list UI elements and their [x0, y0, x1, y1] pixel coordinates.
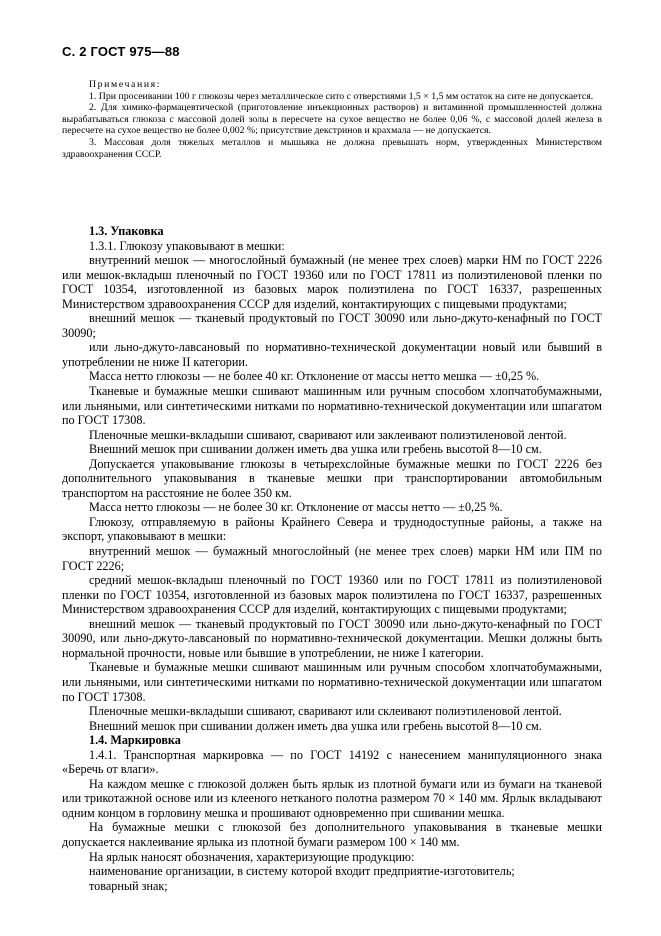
paragraph: внутренний мешок — бумажный многослойный (не менее трех слоев) марки НМ или ПМ по ГОСТ 2226;	[62, 544, 602, 573]
notes-title: Примечания:	[89, 79, 162, 90]
paragraph: 1.3.1. Глюкозу упаковывают в мешки:	[89, 238, 285, 253]
paragraph: наименование организации, в систему которой входит предприятие-изготовитель;	[89, 864, 515, 879]
paragraph: Допускается упаковывание глюкозы в четырехслойные бумажные мешки по ГОСТ 2226 без дополнительного упаковывания в тканевые мешки при транспортировании автомобильным транспортом на расстояние не более 350 км.	[62, 456, 602, 500]
paragraph: Масса нетто глюкозы — не более 40 кг. Отклонение от массы нетто мешка — ±0,25 %.	[89, 369, 540, 384]
paragraph: Масса нетто глюкозы — не более 30 кг. Отклонение от массы нетто — ±0,25 %.	[89, 500, 503, 515]
paragraph: Пленочные мешки-вкладыши сшивают, сваривают или склеивают полиэтиленовой лентой.	[89, 704, 562, 719]
section-heading-packing: 1.3. Упаковка	[89, 224, 164, 238]
note-item: 2. Для химико-фармацевтической (приготовление инъекционных растворов) и витаминной промышленностей должна вырабатываться глюкоза с массовой долей золы в пересчете на сухое вещество не более 0,06 %, с массовой долей железа в пересчете на сухое вещество не более 0,002 %; присутствие декстринов и крахмала — не допускается.	[62, 102, 602, 137]
paragraph: На ярлык наносят обозначения, характеризующие продукцию:	[89, 849, 415, 864]
paragraph: средний мешок-вкладыш пленочный по ГОСТ 19360 или по ГОСТ 17811 из полиэтиленовой пленки по ГОСТ 10354, изготовленной из базовых марок полиэтилена по ГОСТ 16337, разрешенных Министерством здравоохранения СССР для изделий, контактирующих с пищевыми продуктами;	[62, 573, 602, 617]
main-text	[62, 224, 602, 893]
paragraph: 1.4.1. Транспортная маркировка — по ГОСТ 14192 с нанесением манипуляционного знака «Беречь от влаги».	[62, 747, 602, 777]
paragraph: Тканевые и бумажные мешки сшивают машинным или ручным способом хлопчатобумажными, или льняными, или синтетическими нитками по нормативно-технической документации или шпагатом по ГОСТ 17308.	[62, 660, 602, 704]
section-heading-marking: 1.4. Маркировка	[89, 733, 181, 748]
paragraph: Внешний мешок при сшивании должен иметь два ушка или гребень высотой 8—10 см.	[89, 442, 542, 457]
note-item: 1. При просеивании 100 г глюкозы через металлическое сито с отверстиями 1,5 × 1,5 мм остаток на сите не допускается.	[89, 90, 594, 102]
paragraph: Пленочные мешки-вкладыши сшивают, сваривают или заклеивают полиэтиленовой лентой.	[89, 427, 567, 442]
paragraph: На каждом мешке с глюкозой должен быть ярлык из плотной бумаги или из бумаги на тканевой или трикотажной основе или из клееного нетканого полотна размером 70 × 140 мм. Ярлык вкладывают одним концом в горловину мешка и прошивают одновременно при сшивании мешка.	[62, 776, 602, 820]
note-item: 3. Массовая доля тяжелых металлов и мышьяка не должна превышать норм, утвержденных Министерством здравоохранения СССР.	[62, 136, 602, 160]
paragraph: Глюкозу, отправляемую в районы Крайнего Севера и труднодоступные районы, а также на экспорт, упаковывают в мешки:	[62, 514, 602, 544]
paragraph: товарный знак;	[89, 878, 168, 893]
page-header: С. 2 ГОСТ 975—88	[62, 44, 180, 59]
paragraph: На бумажные мешки с глюкозой без дополнительного упаковывания в тканевые мешки допускается наклеивание ярлыка из плотной бумаги размером 100 × 140 мм.	[62, 820, 602, 849]
paragraph: Внешний мешок при сшивании должен иметь два ушка или гребень высотой 8—10 см.	[89, 718, 542, 733]
paragraph: внутренний мешок — многослойный бумажный (не менее трех слоев) марки НМ по ГОСТ 2226 или мешок-вкладыш пленочный по ГОСТ 19360 или по ГОСТ 17811 из полиэтиленовой пленки по ГОСТ 10354, изготовленной из базовых марок полиэтилена по ГОСТ 16337, разрешенных Министерством здравоохранения СССР для изделий, контактирующих с пищевыми продуктами;	[62, 253, 602, 311]
paragraph: внешний мешок — тканевый продуктовый по ГОСТ 30090 или льно-джуто-кенафный по ГОСТ 30090, или льно-джуто-лавсановый по нормативно-технической документации. Мешки должны быть нормальной прочности, новые или бывшие в употреблении, не ниже I категории.	[62, 616, 602, 660]
notes-block	[62, 79, 602, 160]
paragraph: Тканевые и бумажные мешки сшивают машинным или ручным способом хлопчатобумажными, или льняными, или синтетическими нитками по нормативно-технической документации или шпагатом по ГОСТ 17308.	[62, 384, 602, 428]
paragraph: или льно-джуто-лавсановый по нормативно-технической документации новый или бывший в употреблении не ниже II категории.	[62, 340, 602, 369]
paragraph: внешний мешок — тканевый продуктовый по ГОСТ 30090 или льно-джуто-кенафный по ГОСТ 30090;	[62, 311, 602, 340]
